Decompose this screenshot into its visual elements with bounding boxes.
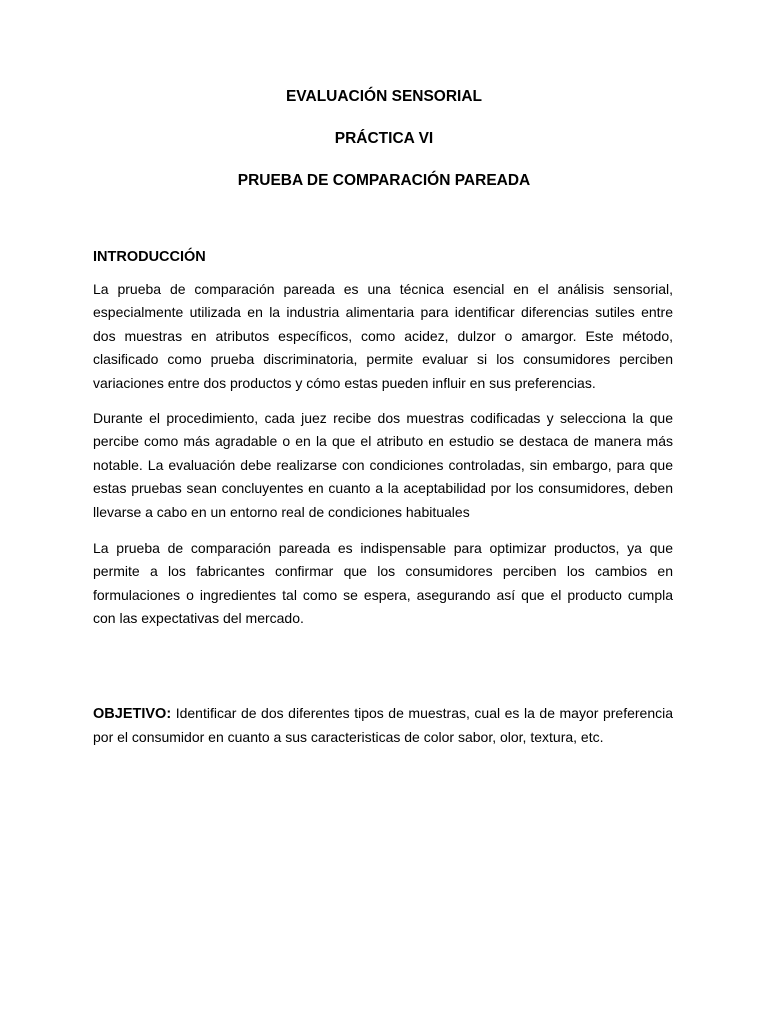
objective-paragraph xyxy=(93,702,673,750)
introduction-paragraph-2: Durante el procedimiento, cada juez recibe dos muestras codificadas y selecciona la que percibe como más agradable o en la que el atributo en estudio se destaca de manera más notable. La evaluación debe realizarse con condiciones controladas, sin embargo, para que estas pruebas sean concluyentes en cuanto a la aceptabilidad por los consumidores, deben llevarse a cabo en un entorno real de condiciones habituales xyxy=(93,410,673,520)
practice-number: PRÁCTICA VI xyxy=(334,130,434,147)
introduction-paragraph-1: La prueba de comparación pareada es una técnica esencial en el análisis sensorial, especialmente utilizada en la industria alimentaria para identificar diferencias sutiles entre dos muestras en atributos específicos, como acidez, dulzor o amargor. Este método, clasificado como prueba discriminatoria, permite evaluar si los consumidores perciben variaciones entre dos productos y cómo estas pueden influir en sus preferencias. xyxy=(93,281,673,391)
introduction-heading: INTRODUCCIÓN xyxy=(93,249,206,265)
document-title: EVALUACIÓN SENSORIAL xyxy=(285,88,483,105)
introduction-paragraph-3: La prueba de comparación pareada es indispensable para optimizar productos, ya que permite a los fabricantes confirmar que los consumidores perciben los cambios en formulaciones o ingredientes tal como se espera, asegurando así que el producto cumpla con las expectativas del mercado. xyxy=(93,540,673,627)
objective-text: Identificar de dos diferentes tipos de muestras, cual es la de mayor preferencia por el consumidor en cuanto a sus caracteristicas de color sabor, olor, textura, etc. xyxy=(93,705,674,746)
objective-label: OBJETIVO: xyxy=(93,706,172,722)
practice-name: PRUEBA DE COMPARACIÓN PAREADA xyxy=(237,172,531,189)
